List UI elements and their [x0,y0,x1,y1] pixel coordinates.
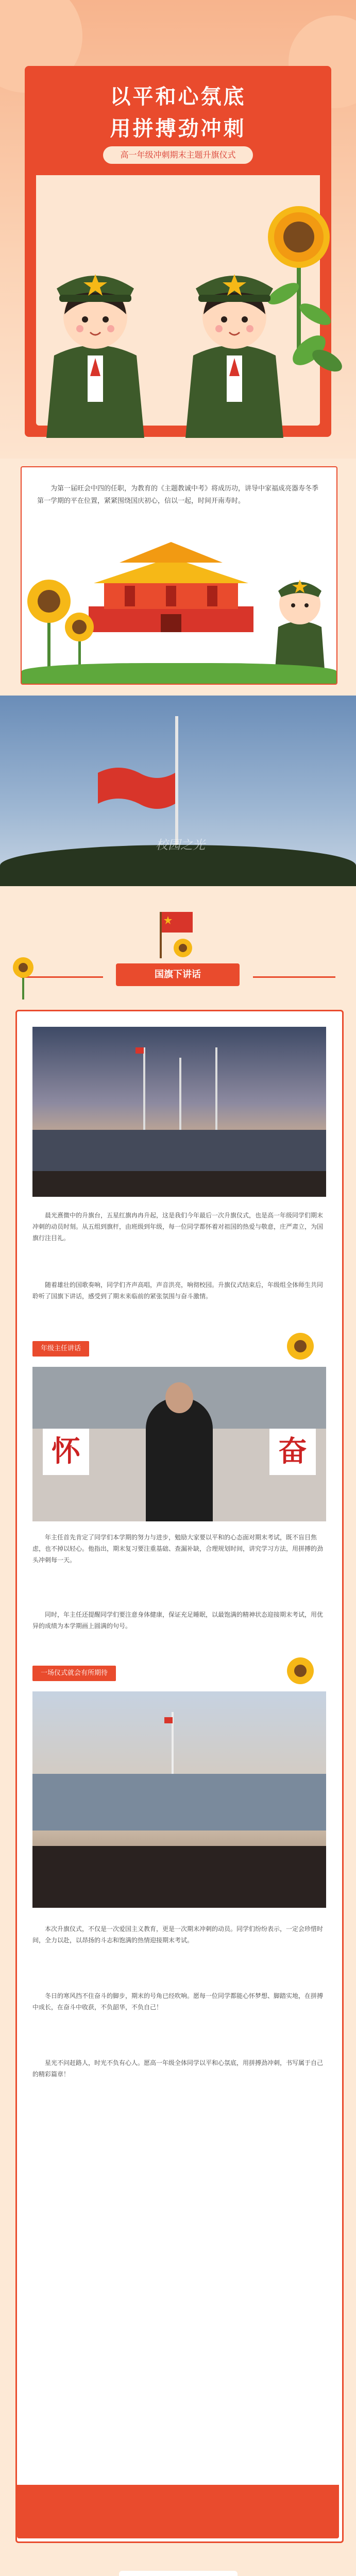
flag-emblem-icon [155,907,201,958]
banner-text-left: 怀 [43,1429,89,1475]
speaker-head [165,1382,193,1413]
article-paragraph: 星光不问赶路人，时光不负有心人。愿高一年级全体同学以平和心氛底，用拼搏劲冲刺，书写属于自己的精彩篇章！ [32,2059,324,2078]
section-tag: 年级主任讲话 [32,1341,89,1357]
article-paragraph: 冬日的寒风挡不住奋斗的脚步，期末的号角已经吹响。愿每一位同学都能心怀梦想、脚踏实地，在拼搏中成长，在奋斗中收获，不负韶华，不负自己！ [32,1992,324,2011]
leaf-decoration [289,319,345,381]
watermark-text: 校园之光 [156,838,205,852]
building-silhouette [32,1774,326,1831]
hero-title-line1: 以平和心氛底 [110,85,246,109]
crowd-silhouette [32,1171,326,1197]
article-paragraph: 本次升旗仪式，不仅是一次爱国主义教育，更是一次期末冲刺的动员。同学们纷纷表示，一定会珍惜时间，全力以赴，以昂扬的斗志和饱满的热情迎接期末考试。 [32,1925,324,1944]
soldier-illustration-right [175,227,294,438]
article-paragraph: 年主任首先肯定了同学们本学期的努力与进步，勉励大家要以平和的心态面对期末考试，既不盲目焦虑，也不掉以轻心。他指出，期末复习要注重基础、查漏补缺，合理规划时间，讲究学习方法，用拼搏的劲头冲刺每一天。 [32,1534,324,1564]
flag-raising-photo [0,696,356,886]
intro-card [21,466,337,685]
qr-box [119,2571,238,2576]
hero-title-line2: 用拼搏劲冲刺 [110,117,246,141]
speaker-figure [146,1398,213,1521]
banner-text-right: 奋 [269,1429,316,1475]
building-silhouette [32,1130,326,1171]
hero-banner [0,0,356,459]
sunrise-flag-photo [32,1027,326,1197]
flag-icon [164,1717,173,1723]
article-paragraph: 同时，年主任还提醒同学们要注意身体健康，保证充足睡眠，以最饱满的精神状态迎接期末考试，用优异的成绩为本学期画上圆满的句号。 [32,1611,324,1630]
flag-icon [98,762,175,814]
section-tag: 一场仪式就会有所期待 [32,1666,116,1681]
ceremony-crowd-photo [32,1691,326,1908]
section-title: 国旗下讲话 [116,963,240,986]
article-paragraph: 随着雄壮的国歌奏响，同学们齐声高唱，声音洪亮，响彻校园。升旗仪式结束后，年级组全体师生共同聆听了国旗下讲话，感受到了期末来临前的紧张氛围与奋斗激情。 [32,1281,324,1300]
article-card [15,1010,344,2543]
speaker-photo [32,1367,326,1521]
soldier-illustration-left [36,227,155,438]
intro-text: 为第一届旺会中四的任职，为教育的《主题教诚中考》将成历功，讲导中家福成亮器寿冬季第一学期的平在位置，紧紧围绕国庆初心，信以一起，时间开南寿时。 [37,485,319,505]
divider-line [253,976,335,978]
tiananmen-illustration [89,534,253,632]
crowd-silhouette [32,1846,326,1908]
sunflower-icon [10,953,36,999]
flag-icon [135,1047,144,1054]
sunflower-icon [285,1331,316,1362]
grass-strip [22,663,336,684]
card-bottom-band [17,2485,339,2538]
hero-subtitle: 高一年级冲刺期末主题升旗仪式 [103,146,253,164]
sunflower-icon [285,1655,316,1686]
article-paragraph: 晨光熹微中的升旗台，五星红旗冉冉升起，这是我们今年最后一次升旗仪式，也是高一年级同学们期末冲刺的动员时刻。从五组到旗杆，由班级到年级，每一位同学都怀着对祖国的热爱与敬意，庄严肃立，为国旗行注目礼。 [32,1212,324,1242]
